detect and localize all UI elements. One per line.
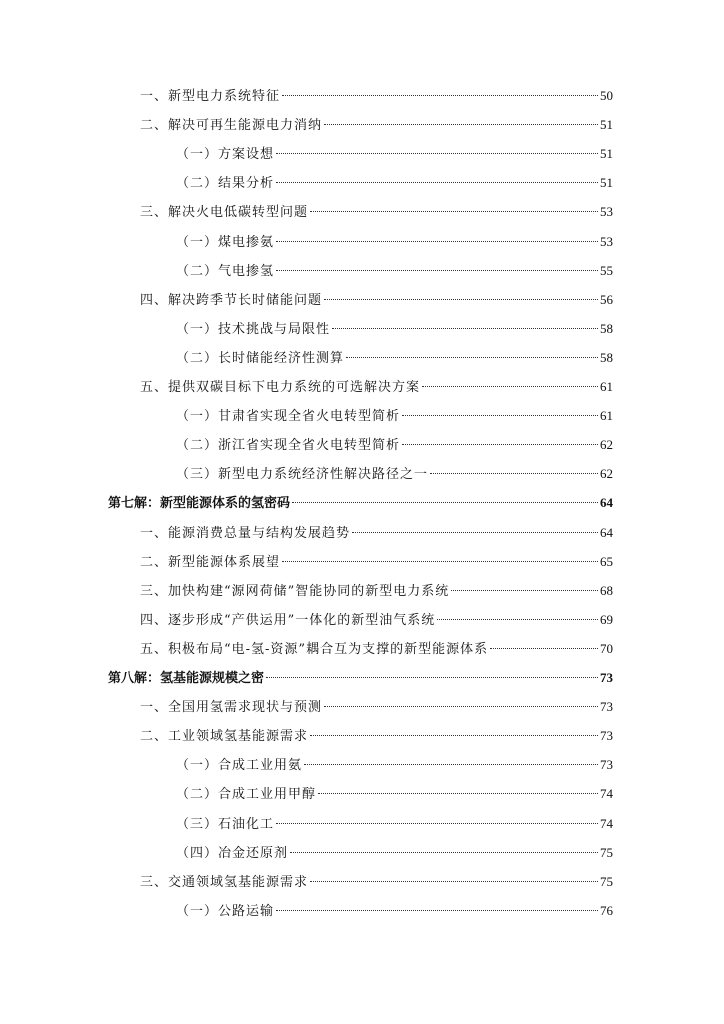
- dot-leader: [276, 270, 598, 271]
- toc-subsection-entry[interactable]: [176, 319, 613, 339]
- toc-entry-title: 一、新型电力系统特征: [140, 89, 281, 104]
- dot-leader: [324, 706, 598, 707]
- toc-subsection-entry[interactable]: [176, 173, 613, 193]
- toc-entry-title: 二、解决可再生能源电力消纳: [140, 118, 323, 134]
- toc-page-number: 64: [600, 524, 613, 540]
- toc-page-number: 51: [600, 117, 613, 133]
- toc-page-number: 53: [600, 233, 613, 249]
- toc-page-number: 75: [600, 873, 613, 889]
- toc-page-number: 64: [600, 495, 613, 511]
- toc-page-number: 55: [600, 262, 613, 278]
- toc-entry-title: （二）气电掺氢: [176, 263, 275, 279]
- toc-page-number: 61: [600, 408, 613, 424]
- toc-subsection-entry[interactable]: [176, 435, 613, 455]
- dot-leader: [276, 823, 598, 824]
- toc-entry-title: （一）合成工业用氨: [176, 758, 303, 774]
- toc-entry-title: 三、解决火电低碳转型问题: [140, 205, 309, 221]
- toc-entry-title: 第七解：新型能源体系的氢密码: [108, 496, 291, 512]
- toc-section-entry[interactable]: [140, 581, 613, 601]
- dot-leader: [490, 648, 598, 649]
- toc-entry-title: 一、能源消费总量与结构发展趋势: [140, 525, 351, 541]
- toc-subsection-entry[interactable]: [176, 406, 613, 426]
- toc-entry-title: （一）甘肃省实现全省火电转型简析: [176, 409, 401, 425]
- toc-section-entry[interactable]: [140, 523, 613, 543]
- dot-leader: [324, 299, 598, 300]
- toc-page-number: 70: [600, 640, 613, 656]
- toc-section-entry[interactable]: [140, 290, 613, 310]
- dot-leader: [310, 881, 598, 882]
- toc-chapter-entry[interactable]: [108, 668, 613, 688]
- toc-page-number: 74: [600, 815, 613, 831]
- toc-subsection-entry[interactable]: [176, 901, 613, 921]
- toc-page-number: 74: [600, 786, 613, 802]
- toc-page-number: 68: [600, 582, 613, 598]
- toc-page-number: 62: [600, 437, 613, 453]
- toc-page-number: 53: [600, 204, 613, 220]
- toc-entry-title: 五、提供双碳目标下电力系统的可选解决方案: [140, 380, 421, 395]
- toc-page-number: 61: [600, 379, 613, 394]
- toc-subsection-entry[interactable]: [176, 348, 613, 368]
- toc-entry-title: 三、加快构建“源网荷储”智能协同的新型电力系统: [140, 583, 450, 599]
- dot-leader: [402, 444, 598, 445]
- toc-entry-title: （二）浙江省实现全省火电转型简析: [176, 438, 401, 454]
- toc-section-entry[interactable]: [140, 639, 613, 659]
- dot-leader: [282, 561, 598, 562]
- toc-page-number: 51: [600, 175, 613, 191]
- dot-leader: [352, 532, 598, 533]
- toc-section-entry[interactable]: [140, 115, 613, 135]
- toc-page-number: 51: [600, 146, 613, 162]
- toc-entry-title: （二）合成工业用甲醇: [176, 787, 317, 803]
- toc-subsection-entry[interactable]: [176, 814, 613, 834]
- toc-section-entry[interactable]: [140, 377, 613, 397]
- toc-entry-title: （一）煤电掺氨: [176, 234, 275, 250]
- dot-leader: [422, 386, 598, 387]
- toc-page-number: 50: [600, 88, 613, 103]
- dot-leader: [282, 95, 598, 96]
- toc-subsection-entry[interactable]: [176, 232, 613, 252]
- toc-entry-title: 五、积极布局“电-氢-资源”耦合互为支撑的新型能源体系: [140, 641, 489, 657]
- toc-page-number: 58: [600, 320, 613, 336]
- dot-leader: [290, 852, 598, 853]
- toc-entry-title: （三）石油化工: [176, 816, 275, 832]
- toc-entry-title: （三）新型电力系统经济性解决路径之一: [176, 467, 429, 483]
- toc-page-number: 73: [600, 757, 613, 773]
- toc-page-number: 76: [600, 902, 613, 918]
- dot-leader: [430, 473, 598, 474]
- toc-entry-title: 第八解：氢基能源规模之密: [108, 671, 265, 686]
- toc-chapter-entry[interactable]: [108, 493, 613, 513]
- toc-entry-title: （四）冶金还原剂: [176, 845, 289, 861]
- toc-page-number: 65: [600, 553, 613, 569]
- toc-subsection-entry[interactable]: [176, 755, 613, 775]
- toc-subsection-entry[interactable]: [176, 144, 613, 164]
- toc-page-number: 58: [600, 349, 613, 365]
- toc-section-entry[interactable]: [140, 202, 613, 222]
- dot-leader: [276, 910, 598, 911]
- dot-leader: [276, 153, 598, 154]
- dot-leader: [276, 182, 598, 183]
- toc-entry-title: （二）结果分析: [176, 176, 275, 192]
- dot-leader: [332, 328, 598, 329]
- toc-entry-title: 二、工业领域氢基能源需求: [140, 729, 309, 745]
- dot-leader: [304, 764, 598, 765]
- dot-leader: [292, 502, 598, 503]
- dot-leader: [276, 241, 598, 242]
- toc-subsection-entry[interactable]: [176, 784, 613, 804]
- dot-leader: [318, 793, 598, 794]
- toc-subsection-entry[interactable]: [176, 464, 613, 484]
- toc-entry-title: （二）长时储能经济性测算: [176, 350, 345, 366]
- toc-page-number: 73: [600, 699, 613, 715]
- toc-entry-title: （一）方案设想: [176, 147, 275, 163]
- toc-section-entry[interactable]: [140, 872, 613, 892]
- dot-leader: [402, 415, 598, 416]
- toc-entry-title: （一）技术挑战与局限性: [176, 321, 331, 337]
- dot-leader: [346, 357, 598, 358]
- dot-leader: [310, 735, 598, 736]
- toc-subsection-entry[interactable]: [176, 261, 613, 281]
- toc-section-entry[interactable]: [140, 610, 613, 630]
- toc-subsection-entry[interactable]: [176, 843, 613, 863]
- toc-page-number: 62: [600, 466, 613, 482]
- dot-leader: [324, 124, 598, 125]
- toc-section-entry[interactable]: [140, 552, 613, 572]
- toc-page-number: 56: [600, 291, 613, 307]
- toc-page-number: 69: [600, 611, 613, 627]
- toc-section-entry[interactable]: [140, 726, 613, 746]
- toc-page-number: 73: [600, 670, 613, 685]
- toc-entry-title: 四、解决跨季节长时储能问题: [140, 292, 323, 308]
- toc-entry-title: 四、逐步形成“产供运用”一体化的新型油气系统: [140, 612, 436, 628]
- toc-entry-title: 三、交通领域氢基能源需求: [140, 874, 309, 890]
- toc-entry-title: （一）公路运输: [176, 903, 275, 919]
- toc-page-number: 75: [600, 844, 613, 860]
- toc-entry-title: 二、新型能源体系展望: [140, 554, 281, 570]
- dot-leader: [266, 677, 598, 678]
- toc-page-number: 73: [600, 728, 613, 744]
- toc-entry-title: 一、全国用氢需求现状与预测: [140, 700, 323, 716]
- dot-leader: [451, 590, 598, 591]
- toc-section-entry[interactable]: [140, 86, 613, 106]
- dot-leader: [437, 619, 598, 620]
- dot-leader: [310, 211, 598, 212]
- toc-section-entry[interactable]: [140, 697, 613, 717]
